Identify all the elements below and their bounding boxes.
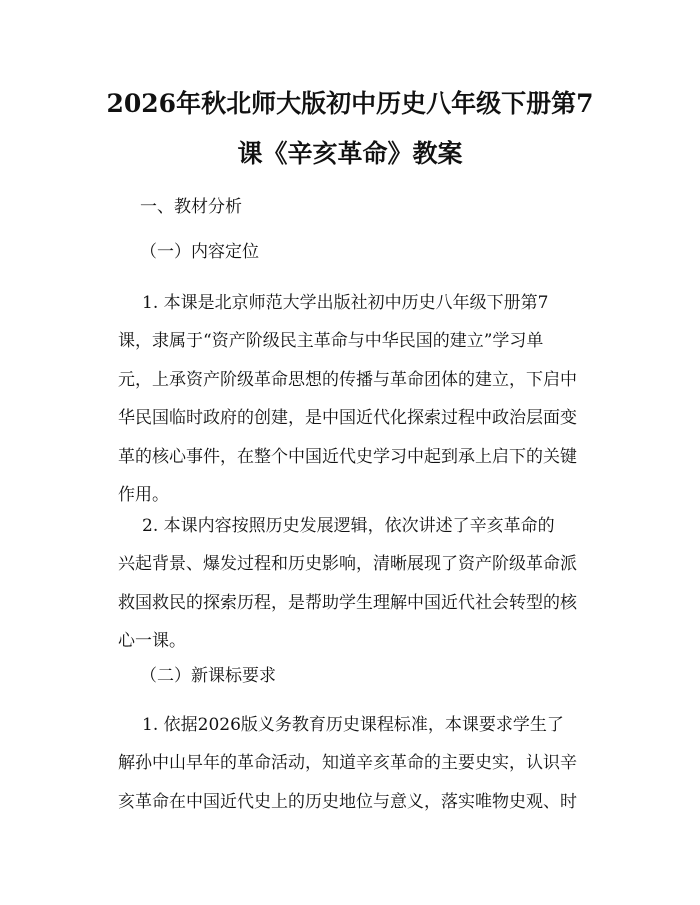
paragraph-line: 元，上承资产阶级革命思想的传播与革命团体的建立，下启中 bbox=[118, 369, 577, 390]
document-title-line-1: 2026年秋北师大版初中历史八年级下册第7 bbox=[106, 89, 594, 118]
paragraph-line: 课，隶属于“资产阶级民主革命与中华民国的建立”学习单 bbox=[118, 331, 544, 352]
paragraph-line: 兴起背景、爆发过程和历史影响，清晰展现了资产阶级革命派 bbox=[118, 554, 577, 575]
paragraph-1 bbox=[118, 284, 588, 514]
paragraph-line: 2. 本课内容按照历史发展逻辑，依次讲述了辛亥革命的 bbox=[142, 516, 555, 536]
subsection-heading-content-positioning: （一）内容定位 bbox=[140, 242, 259, 262]
paragraph-line: 作用。 bbox=[118, 485, 169, 506]
paragraph-line: 1. 依据2026版义务教育历史课程标准，本课要求学生了 bbox=[142, 715, 564, 735]
paragraph-line: 华民国临时政府的创建，是中国近代化探索过程中政治层面变 bbox=[118, 408, 577, 429]
subsection-heading-curriculum-standards: （二）新课标要求 bbox=[140, 666, 276, 686]
paragraph-line: 救国救民的探索历程，是帮助学生理解中国近代社会转型的核 bbox=[118, 592, 577, 613]
paragraph-line: 解孙中山早年的革命活动，知道辛亥革命的主要史实，认识辛 bbox=[118, 753, 577, 774]
paragraph-2 bbox=[118, 507, 588, 661]
paragraph-line: 心一课。 bbox=[118, 631, 186, 652]
paragraph-line: 亥革命在中国近代史上的历史地位与意义，落实唯物史观、时 bbox=[118, 791, 577, 812]
section-heading-textbook-analysis: 一、教材分析 bbox=[140, 197, 242, 217]
document-title-line-2: 课《辛亥革命》教案 bbox=[237, 139, 463, 168]
paragraph-line: 1. 本课是北京师范大学出版社初中历史八年级下册第7 bbox=[142, 293, 549, 313]
paragraph-3 bbox=[118, 706, 588, 821]
paragraph-line: 革的核心事件，在整个中国近代史学习中起到承上启下的关键 bbox=[118, 446, 577, 467]
